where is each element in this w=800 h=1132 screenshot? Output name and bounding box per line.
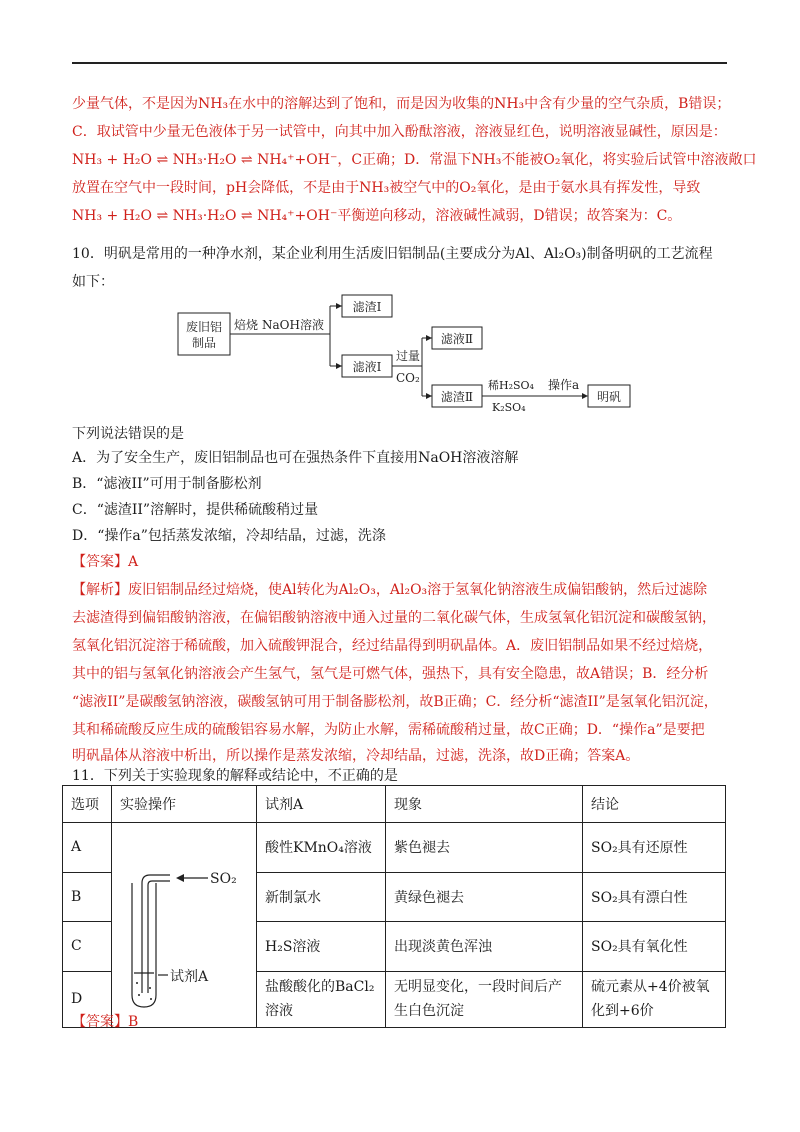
- flow-filtrate2: 滤液Ⅱ: [440, 332, 474, 346]
- header-phenomenon: 现象: [386, 786, 583, 823]
- flow-step2-bot: CO₂: [396, 371, 420, 385]
- q10-analysis-line-7: 明矾晶体从溶液中析出，所以操作是蒸发浓缩，冷却结晶，过滤，洗涤，故D正确；答案A。: [72, 748, 640, 764]
- q10-option-b: B．“滤液II”可用于制备膨松剂: [72, 476, 262, 492]
- row-phenomenon: 紫色褪去: [386, 823, 583, 873]
- flow-product: 明矾: [596, 390, 622, 404]
- q11-answer: 【答案】B: [72, 1014, 139, 1030]
- q10-stem-line-2: 如下：: [72, 274, 114, 290]
- test-tube-icon: [132, 883, 156, 1007]
- row-conclusion: 硫元素从+4价被氧化到+6价: [583, 971, 726, 1027]
- test-tube-figure: [112, 823, 256, 1023]
- header-operation: 实验操作: [112, 786, 257, 823]
- flow-step3-top: 稀H₂SO₄: [488, 379, 534, 392]
- q10-analysis-line-4: 其中的铝与氢氧化钠溶液会产生氢气，氢气是可燃气体，强热下，具有安全隐患，故A错误；B．经分析: [72, 666, 709, 682]
- row-conclusion: SO₂具有还原性: [583, 823, 726, 873]
- flow-step2-top: 过量: [396, 349, 421, 363]
- flow-start-label-1: 废旧铝: [185, 320, 223, 334]
- flow-filtrate1: 滤液Ⅰ: [352, 360, 382, 374]
- row-phenomenon: 黄绿色褪去: [386, 872, 583, 922]
- row-option: D: [63, 971, 112, 1027]
- q10-option-d: D．“操作a”包括蒸发浓缩，冷却结晶，过滤，洗涤: [72, 528, 386, 544]
- flow-start-label-2: 制品: [191, 336, 217, 350]
- row-phenomenon: 无明显变化，一段时间后产生白色沉淀: [386, 971, 583, 1027]
- row-reagent: 酸性KMnO₄溶液: [257, 823, 386, 873]
- q10-analysis-line-2: 去滤渣得到偏铝酸钠溶液，在偏铝酸钠溶液中通入过量的二氧化碳气体，生成氢氧化铝沉淀和碳酸氢钠，: [72, 610, 716, 626]
- table-row: [63, 823, 726, 873]
- explanation-line-1: 少量气体，不是因为NH₃在水中的溶解达到了饱和，而是因为收集的NH₃中含有少量的空气杂质，B错误；: [72, 96, 731, 112]
- reagent-a-label: 试剂A: [170, 969, 209, 985]
- explanation-line-2: C．取试管中少量无色液体于另一试管中，向其中加入酚酞溶液，溶液显红色，说明溶液显碱性，原因是：: [72, 124, 727, 140]
- explanation-line-3: NH₃ + H₂O ⇌ NH₃·H₂O ⇌ NH₄⁺+OH⁻，C正确；D．常温下NH₃不能被O₂氧化，将实验后试管中溶液敞口: [72, 152, 757, 168]
- flow-step4: 操作a: [548, 378, 580, 392]
- q10-ask: 下列说法错误的是: [72, 426, 184, 442]
- arrow-icon: [176, 874, 184, 882]
- row-reagent: 盐酸酸化的BaCl₂溶液: [257, 971, 386, 1027]
- flow-step3-bot: K₂SO₄: [492, 401, 526, 414]
- row-option: A: [63, 823, 112, 873]
- q10-analysis-line-3: 氢氧化铝沉淀溶于稀硫酸，加入硫酸钾混合，经过结晶得到明矾晶体。A．废旧铝制品如果不经过焙烧，: [72, 638, 713, 654]
- flow-residue1: 滤渣Ⅰ: [352, 300, 382, 314]
- row-phenomenon: 出现淡黄色浑浊: [386, 922, 583, 972]
- q10-analysis-line-1: 【解析】废旧铝制品经过焙烧，使Al转化为Al₂O₃，Al₂O₃溶于氢氧化钠溶液生成偏铝酸钠，然后过滤除: [72, 582, 708, 598]
- q10-option-a: A．为了安全生产，废旧铝制品也可在强热条件下直接用NaOH溶液溶解: [72, 450, 519, 466]
- row-option: B: [63, 872, 112, 922]
- q10-analysis-line-6: 其和稀硫酸反应生成的硫酸铝容易水解，为防止水解，需稀硫酸稍过量，故C正确；D．“操作a”是要把: [72, 722, 705, 738]
- header-rule: [72, 62, 727, 64]
- process-flow-diagram: [150, 285, 670, 415]
- explanation-line-5: NH₃ + H₂O ⇌ NH₃·H₂O ⇌ NH₄⁺+OH⁻平衡逆向移动，溶液碱性减弱，D错误；故答案为：C。: [72, 208, 682, 224]
- row-conclusion: SO₂具有氧化性: [583, 922, 726, 972]
- q10-analysis-line-5: “滤液II”是碳酸氢钠溶液，碳酸氢钠可用于制备膨松剂，故B正确；C．经分析“滤渣II”是氢氧化铝沉淀，: [72, 694, 718, 710]
- row-conclusion: SO₂具有漂白性: [583, 872, 726, 922]
- flow-step1-naoh: NaOH溶液: [262, 318, 324, 332]
- experiment-figure-cell: [112, 823, 257, 1028]
- row-option: C: [63, 922, 112, 972]
- header-reagent: 试剂A: [257, 786, 386, 823]
- q10-answer: 【答案】A: [72, 554, 139, 570]
- q11-stem: 11．下列关于实验现象的解释或结论中，不正确的是: [72, 768, 398, 784]
- row-reagent: 新制氯水: [257, 872, 386, 922]
- header-conclusion: 结论: [583, 786, 726, 823]
- explanation-line-4: 放置在空气中一段时间，pH会降低，不是由于NH₃被空气中的O₂氧化，是由于氨水具有挥发性，导致: [72, 180, 701, 196]
- flow-step1-roast: 焙烧: [234, 318, 259, 332]
- row-reagent: H₂S溶液: [257, 922, 386, 972]
- q10-stem-line-1: 10．明矾是常用的一种净水剂，某企业利用生活废旧铝制品(主要成分为Al、Al₂O₃)制备明矾的工艺流程: [72, 246, 713, 262]
- so2-label: SO₂: [210, 871, 237, 887]
- flow-residue2: 滤渣Ⅱ: [440, 390, 474, 404]
- q10-option-c: C．“滤渣II”溶解时，提供稀硫酸稍过量: [72, 502, 319, 518]
- header-option: 选项: [63, 786, 112, 823]
- q11-table: [62, 785, 726, 1028]
